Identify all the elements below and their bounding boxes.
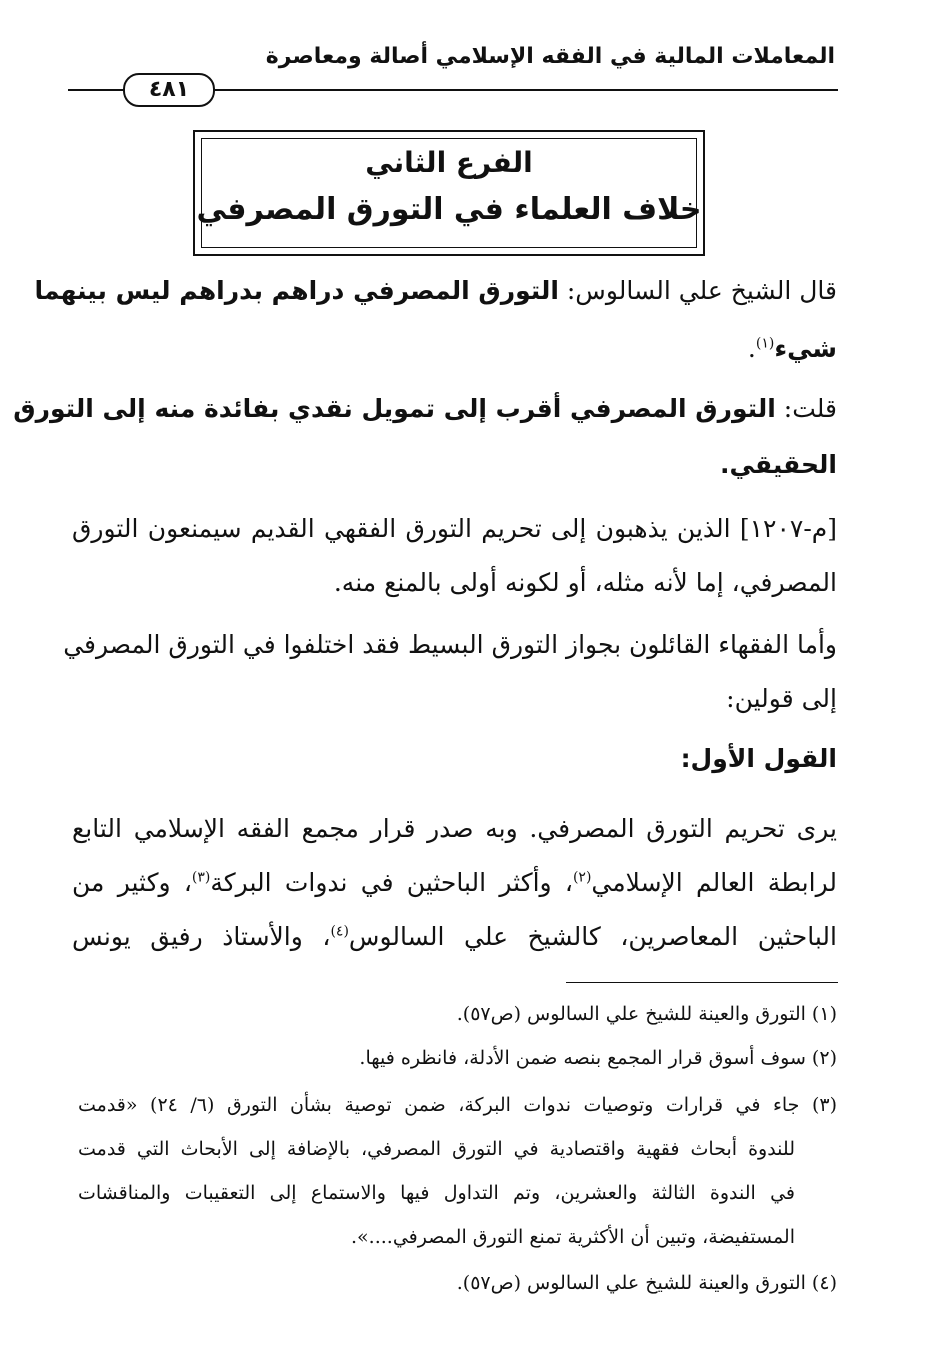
- paragraph-5-line-2: [72, 868, 837, 898]
- footnote-3-line-1: (٣) جاء في قرارات وتوصيات ندوات البركة، ضمن توصية بشأن التورق (٦/ ٢٤) «قدمت: [78, 1094, 837, 1116]
- footnote-3-line-3: في الندوة الثالثة والعشرين، وتم التداول فيها والاستماع إلى التعقيبات والمناقشات: [78, 1182, 795, 1204]
- quote-bold: شيء: [774, 334, 837, 363]
- paragraph-1-line-1: [34, 276, 837, 306]
- first-opinion-heading: القول الأول:: [680, 744, 837, 773]
- quote-bold: التورق المصرفي دراهم بدراهم ليس بينهما: [34, 276, 559, 305]
- footnote-4: (٤) التورق والعينة للشيخ علي السالوس (ص٥٧).: [456, 1272, 837, 1294]
- footnote-marker-4: (٤): [330, 923, 349, 940]
- footnote-marker-1: (١): [755, 335, 775, 352]
- text-span: ، وأكثر الباحثين في ندوات البركة: [210, 868, 573, 897]
- paragraph-2-line-2: الحقيقي.: [720, 450, 837, 479]
- text-span: ، وكثير من: [72, 868, 192, 897]
- footnote-2: (٢) سوف أسوق قرار المجمع بنصه ضمن الأدلة، فانظره فيها.: [359, 1047, 837, 1069]
- text-span: لرابطة العالم الإسلامي: [591, 868, 837, 897]
- text-span: قال الشيخ علي السالوس:: [558, 276, 837, 305]
- footnote-marker-3: (٣): [191, 869, 211, 886]
- footnote-3-line-2: للندوة أبحاث فقهية واقتصادية في التورق المصرفي، بالإضافة إلى الأبحاث التي قدمت: [78, 1138, 795, 1160]
- paragraph-4-line-1: وأما الفقهاء القائلون بجواز التورق البسيط فقد اختلفوا في التورق المصرفي: [63, 630, 837, 659]
- running-header: المعاملات المالية في الفقه الإسلامي أصالة ومعاصرة: [265, 44, 835, 69]
- text-span: الباحثين المعاصرين، كالشيخ علي السالوس: [348, 922, 837, 951]
- section-title-line-2: خلاف العلماء في التورق المصرفي: [196, 192, 702, 227]
- section-title-frame: [193, 130, 705, 256]
- paragraph-5-line-1: يرى تحريم التورق المصرفي. وبه صدر قرار مجمع الفقه الإسلامي التابع: [72, 814, 837, 843]
- statement-bold: التورق المصرفي أقرب إلى تمويل نقدي بفائدة منه إلى التورق: [13, 394, 776, 423]
- text-span: .: [747, 334, 756, 363]
- paragraph-3-line-2: المصرفي، إما لأنه مثله، أو لكونه أولى بالمنع منه.: [333, 568, 837, 597]
- footnote-marker-2: (٢): [572, 869, 592, 886]
- footnote-1: (١) التورق والعينة للشيخ علي السالوس (ص٥٧).: [456, 1003, 837, 1025]
- paragraph-2-line-1: [13, 394, 837, 424]
- paragraph-5-line-3: [72, 922, 837, 952]
- text-span: ، والأستاذ رفيق يونس: [72, 922, 331, 951]
- section-title-line-1: الفرع الثاني: [365, 146, 533, 179]
- paragraph-3-line-1: [م-١٢٠٧] الذين يذهبون إلى تحريم التورق الفقهي القديم سيمنعون التورق: [72, 514, 837, 543]
- text-span: قلت:: [775, 394, 837, 423]
- paragraph-1-line-2: [748, 334, 837, 364]
- footnote-3-line-4: المستفيضة، وتبين أن الأكثرية تمنع التورق المصرفي....».: [351, 1226, 795, 1248]
- page-number: ٤٨١: [123, 73, 215, 107]
- paragraph-4-line-2: إلى قولين:: [726, 684, 837, 713]
- footnote-separator: [566, 982, 838, 983]
